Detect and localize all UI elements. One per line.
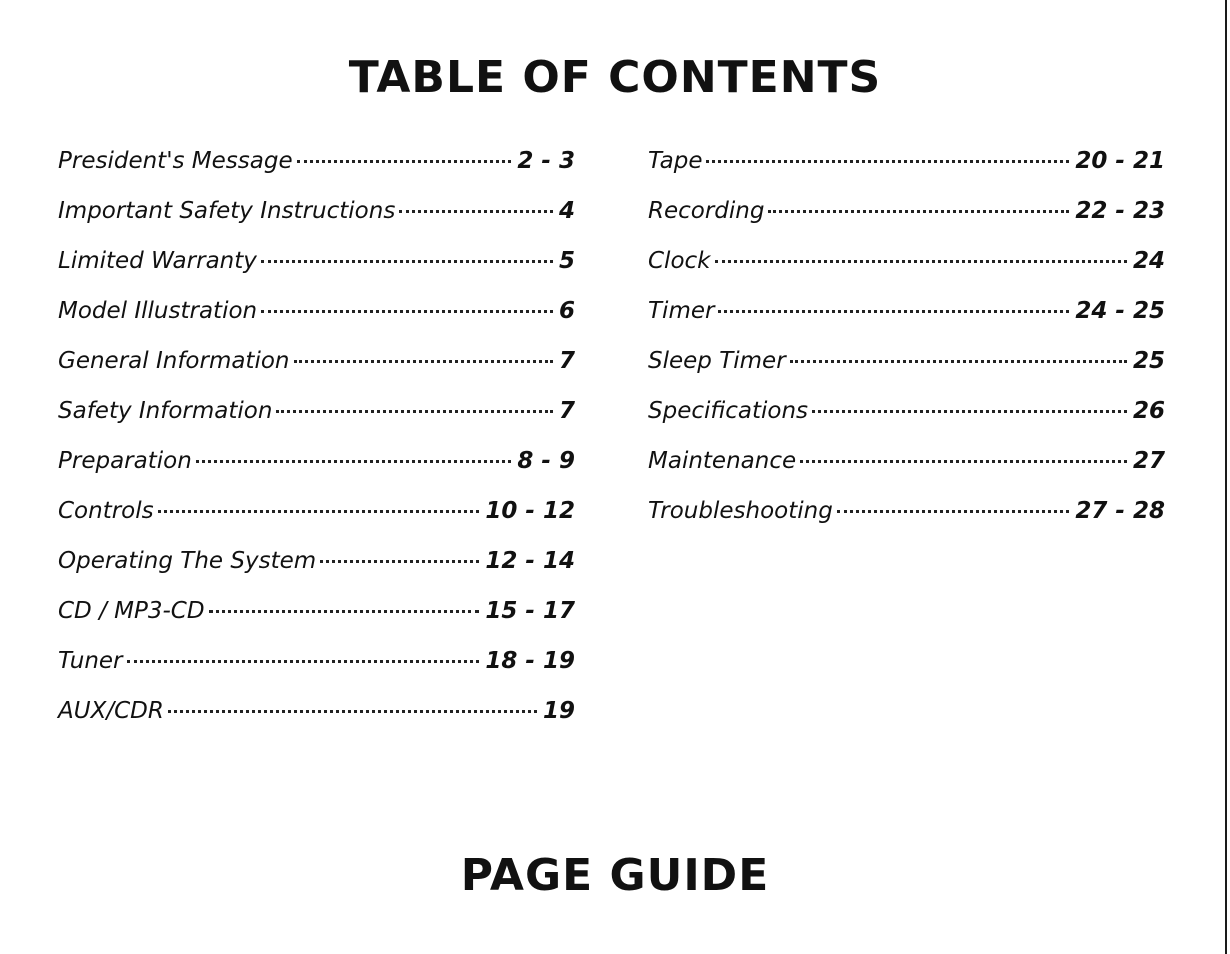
toc-entry-label: AUX/CDR bbox=[58, 698, 164, 724]
toc-entry-label: Controls bbox=[58, 498, 154, 524]
toc-entry-label: Preparation bbox=[58, 448, 192, 474]
toc-entry[interactable] bbox=[58, 148, 575, 198]
toc-entry-label: Operating The System bbox=[58, 548, 317, 574]
toc-dot-leader bbox=[790, 360, 1127, 363]
section-title: PAGE GUIDE bbox=[460, 850, 770, 901]
toc-entry-page: 15 - 17 bbox=[485, 598, 575, 624]
toc-dot-leader bbox=[812, 410, 1127, 413]
toc-entry-page: 27 - 28 bbox=[1075, 498, 1165, 524]
toc-dot-leader bbox=[715, 260, 1127, 263]
toc-entry-page: 12 - 14 bbox=[485, 548, 575, 574]
toc-entry-page: 4 bbox=[558, 198, 575, 224]
toc-entry-label: Important Safety Instructions bbox=[58, 198, 396, 224]
toc-entry-label: Maintenance bbox=[648, 448, 797, 474]
toc-entry-label: Specifications bbox=[648, 398, 809, 424]
toc-entry-label: Sleep Timer bbox=[648, 348, 786, 374]
toc-entry[interactable] bbox=[58, 298, 575, 348]
toc-dot-leader bbox=[261, 260, 553, 263]
toc-entry[interactable] bbox=[58, 448, 575, 498]
toc-entry-page: 26 bbox=[1132, 398, 1165, 424]
toc-dot-leader bbox=[158, 510, 480, 513]
toc-dot-leader bbox=[276, 410, 553, 413]
toc-entry[interactable] bbox=[58, 698, 575, 748]
toc-dot-leader bbox=[800, 460, 1127, 463]
toc-entry-label: Clock bbox=[648, 248, 711, 274]
toc-entry[interactable] bbox=[648, 298, 1165, 348]
toc-entry-page: 20 - 21 bbox=[1075, 148, 1165, 174]
toc-entry-label: Recording bbox=[648, 198, 765, 224]
toc-entry-label: Tape bbox=[648, 148, 703, 174]
toc-dot-leader bbox=[261, 310, 553, 313]
toc-dot-leader bbox=[320, 560, 479, 563]
toc-entry[interactable] bbox=[648, 398, 1165, 448]
toc-entry[interactable] bbox=[58, 248, 575, 298]
toc-left-column bbox=[58, 148, 575, 748]
toc-entry[interactable] bbox=[648, 498, 1165, 548]
toc-entry-page: 7 bbox=[558, 348, 575, 374]
toc-entry-page: 2 - 3 bbox=[517, 148, 575, 174]
toc-dot-leader bbox=[168, 710, 537, 713]
toc-entry[interactable] bbox=[58, 348, 575, 398]
toc-right-column bbox=[648, 148, 1165, 548]
toc-entry[interactable] bbox=[58, 598, 575, 648]
toc-dot-leader bbox=[209, 610, 480, 613]
toc-entry-label: Limited Warranty bbox=[58, 248, 257, 274]
toc-entry-page: 7 bbox=[558, 398, 575, 424]
toc-entry[interactable] bbox=[648, 148, 1165, 198]
toc-entry[interactable] bbox=[58, 548, 575, 598]
toc-entry-label: Model Illustration bbox=[58, 298, 258, 324]
page-edge-line bbox=[1225, 0, 1227, 954]
toc-entry-page: 6 bbox=[558, 298, 575, 324]
toc-entry[interactable] bbox=[648, 198, 1165, 248]
toc-entry[interactable] bbox=[58, 498, 575, 548]
toc-entry-page: 24 bbox=[1132, 248, 1165, 274]
toc-entry[interactable] bbox=[648, 248, 1165, 298]
toc-dot-leader bbox=[196, 460, 512, 463]
toc-entry-page: 27 bbox=[1132, 448, 1165, 474]
toc-entry-page: 19 bbox=[542, 698, 575, 724]
toc-entry[interactable] bbox=[58, 648, 575, 698]
toc-entry-label: Tuner bbox=[58, 648, 123, 674]
toc-entry-page: 24 - 25 bbox=[1075, 298, 1165, 324]
toc-entry-label: General Information bbox=[58, 348, 290, 374]
toc-entry-page: 18 - 19 bbox=[485, 648, 575, 674]
toc-entry-page: 25 bbox=[1132, 348, 1165, 374]
toc-dot-leader bbox=[768, 210, 1069, 213]
toc-entry-page: 5 bbox=[558, 248, 575, 274]
toc-entry[interactable] bbox=[648, 448, 1165, 498]
toc-dot-leader bbox=[127, 660, 480, 663]
toc-dot-leader bbox=[837, 510, 1070, 513]
toc-entry-label: CD / MP3-CD bbox=[58, 598, 205, 624]
toc-dot-leader bbox=[706, 160, 1069, 163]
toc-entry-page: 8 - 9 bbox=[517, 448, 575, 474]
toc-dot-leader bbox=[294, 360, 553, 363]
toc-entry[interactable] bbox=[648, 348, 1165, 398]
toc-dot-leader bbox=[297, 160, 512, 163]
page-title: TABLE OF CONTENTS bbox=[348, 52, 882, 103]
toc-entry-page: 22 - 23 bbox=[1075, 198, 1165, 224]
toc-entry-label: Troubleshooting bbox=[648, 498, 833, 524]
toc-entry-page: 10 - 12 bbox=[485, 498, 575, 524]
toc-dot-leader bbox=[399, 210, 553, 213]
toc-entry-label: President's Message bbox=[58, 148, 293, 174]
toc-entry-label: Timer bbox=[648, 298, 715, 324]
toc-entry[interactable] bbox=[58, 398, 575, 448]
toc-entry[interactable] bbox=[58, 198, 575, 248]
toc-entry-label: Safety Information bbox=[58, 398, 273, 424]
toc-dot-leader bbox=[718, 310, 1069, 313]
